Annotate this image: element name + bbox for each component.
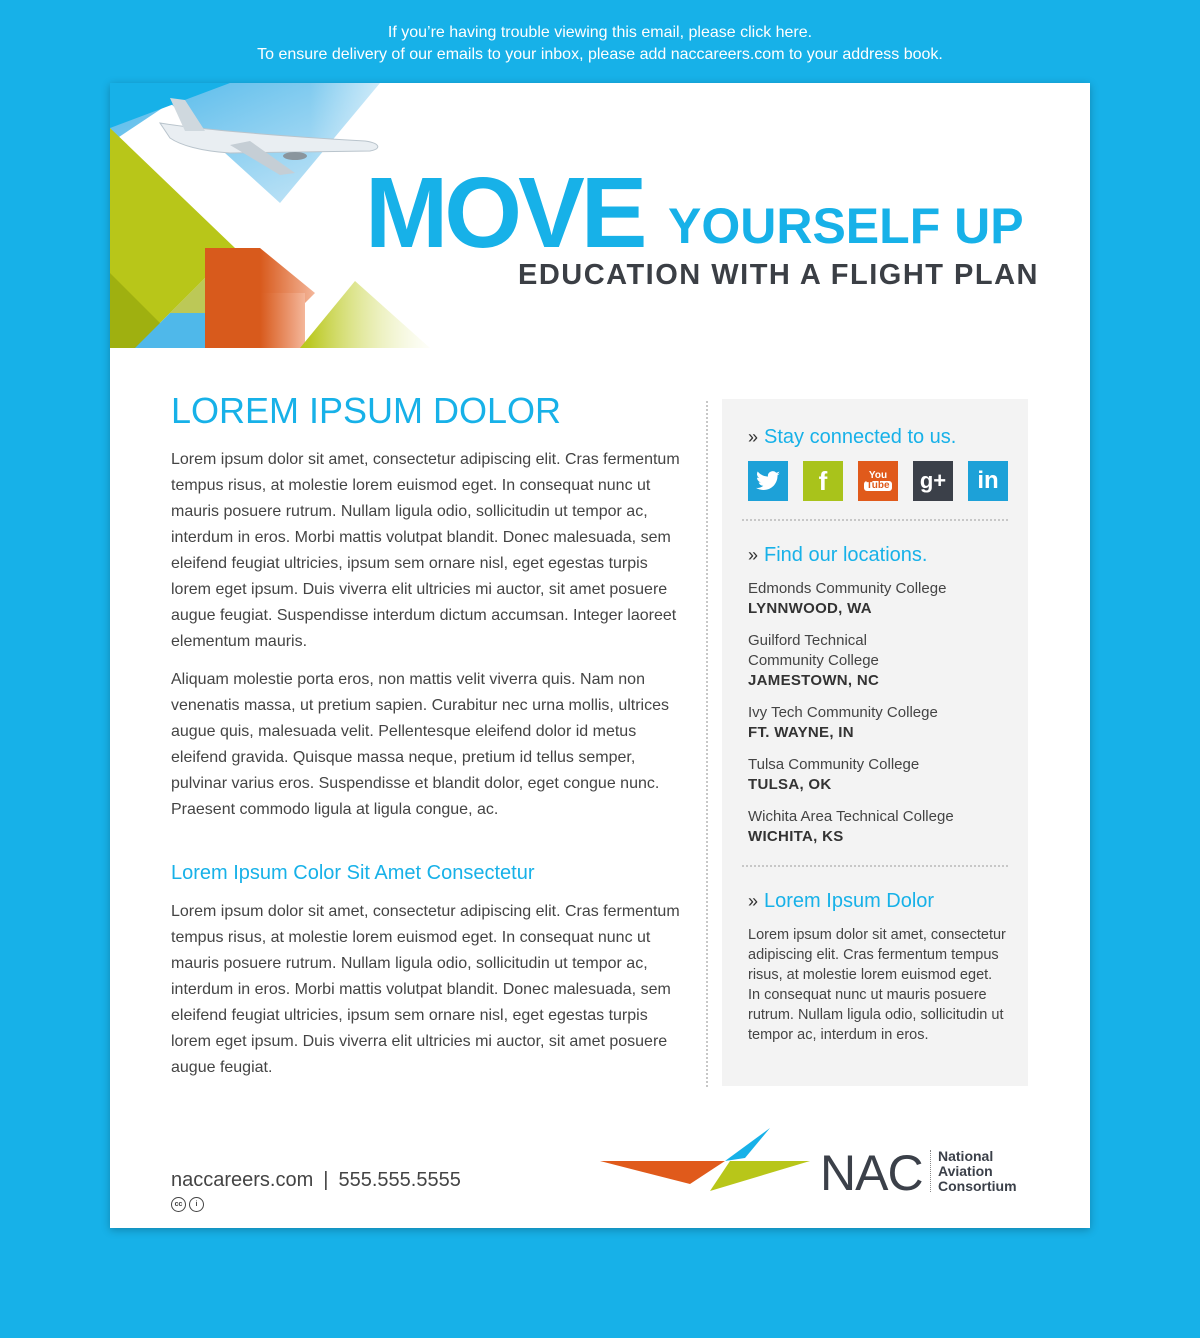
college-name: Ivy Tech Community College xyxy=(748,704,938,721)
location-item xyxy=(748,579,1008,619)
nac-logo xyxy=(600,1128,1040,1201)
hero-subtitle: EDUCATION WITH A FLIGHT PLAN xyxy=(518,259,1039,291)
lightning-mark-icon xyxy=(600,1128,815,1198)
college-name: Tulsa Community College xyxy=(748,756,920,773)
locations-heading: » Find our locations. xyxy=(748,544,928,566)
sidebar-divider xyxy=(742,865,1008,867)
address-book-notice: To ensure delivery of our emails to your inbox, please add naccareers.com to your address book. xyxy=(257,46,943,63)
cc-icon: cc xyxy=(171,1197,186,1212)
creative-commons-badge xyxy=(171,1197,204,1212)
college-name: Guilford Technical xyxy=(748,632,867,649)
phone-number: 555.555.5555 xyxy=(338,1169,461,1191)
paragraph-2: Aliquam molestie porta eros, non mattis velit viverra quis. Nam non venenatis massa, ut pretium sapien. Curabitur nec urna mollis, ultrices augue quis, malesuada velit. Pellentesque eleifend dolor id metus eleifend gravida. Quisque massa neque, pretium id tellus semper, pulvinar varius eros. Suspendisse et blandit dolor, eget congue nunc. Praesent commodo ligula at ligula congue, ac. xyxy=(171,671,669,818)
college-city: WICHITA, KS xyxy=(748,828,844,845)
location-item xyxy=(748,703,1008,743)
extra-text: Lorem ipsum dolor sit amet, consectetur adipiscing elit. Cras fermentum tempus risus, at molestie lorem euismod eget. In consequat nunc ut mauris posuere rutrum. Nullam ligula odio, sollicitudin ut tempor ac, interdum in eros. xyxy=(748,927,1006,1043)
paragraph-3: Lorem ipsum dolor sit amet, consectetur adipiscing elit. Cras fermentum tempus risus, at molestie lorem euismod eget. In consequat nunc ut mauris posuere rutrum. Nullam ligula odio, sollicitudin ut tempor ac, interdum in eros. Morbi mattis volutpat blandit. Donec malesuada, sem eleifend feugiat ultricies, ipsum sem ornare nisl, eget egestas turpis lorem eget ipsum. Duis viverra elit ultricies mi auctor, sit amet posuere augue feugiat. xyxy=(171,903,680,1076)
college-city: TULSA, OK xyxy=(748,776,832,793)
google-plus-icon[interactable]: g+ xyxy=(913,461,953,501)
location-item xyxy=(748,631,1008,691)
logo-full-name: National Aviation Consortium xyxy=(938,1148,1017,1194)
sidebar-divider xyxy=(742,519,1008,521)
location-item xyxy=(748,807,1008,847)
social-icons xyxy=(748,461,1008,501)
college-name: Wichita Area Technical College xyxy=(748,808,954,825)
attribution-icon: i xyxy=(189,1197,204,1212)
subheading: Lorem Ipsum Color Sit Amet Consectetur xyxy=(171,862,535,884)
linkedin-icon[interactable]: in xyxy=(968,461,1008,501)
locations-list xyxy=(748,579,1008,847)
column-divider xyxy=(706,401,708,1087)
youtube-icon[interactable]: You Tube xyxy=(858,461,898,501)
college-name: Edmonds Community College xyxy=(748,580,947,597)
preheader xyxy=(0,22,1200,66)
logo-abbr: NAC xyxy=(820,1145,923,1201)
hero-title-move: MOVE xyxy=(365,157,644,269)
main-heading: LOREM IPSUM DOLOR xyxy=(171,390,562,431)
college-city: FT. WAYNE, IN xyxy=(748,724,854,741)
hero-title-yourself-up: YOURSELF UP xyxy=(668,198,1024,254)
college-name-cont: Community College xyxy=(748,652,879,669)
chevron-icon: » xyxy=(748,545,759,565)
email-card xyxy=(110,83,1090,1228)
college-city: LYNNWOOD, WA xyxy=(748,600,872,617)
logo-divider xyxy=(930,1150,931,1192)
paragraph-1: Lorem ipsum dolor sit amet, consectetur adipiscing elit. Cras fermentum tempus risus, at molestie lorem euismod eget. In consequat nunc ut mauris posuere rutrum. Nullam ligula odio, sollicitudin ut tempor ac, interdum in eros. Morbi mattis volutpat blandit. Donec malesuada, sem eleifend feugiat ultricies, ipsum sem ornare nisl, eget egestas turpis lorem eget ipsum. Duis viverra elit ultricies mi auctor, sit amet posuere augue feugiat. Suspendisse interdum dictum accumsan. Integer laoreet elementum mauris. xyxy=(171,451,680,650)
sidebar xyxy=(722,399,1028,1086)
footer-separator: | xyxy=(323,1169,329,1191)
chevron-icon: » xyxy=(748,891,759,911)
chevron-icon: » xyxy=(748,427,759,447)
website-link[interactable]: naccareers.com xyxy=(171,1169,314,1191)
facebook-icon[interactable]: f xyxy=(803,461,843,501)
hero-banner xyxy=(110,83,1090,373)
location-item xyxy=(748,755,1008,795)
extra-heading: » Lorem Ipsum Dolor xyxy=(748,890,935,912)
view-in-browser-link[interactable]: If you’re having trouble viewing this email, please click here. xyxy=(387,24,813,41)
footer-contact xyxy=(171,1169,461,1192)
college-city: JAMESTOWN, NC xyxy=(748,672,880,689)
twitter-icon[interactable] xyxy=(748,461,788,501)
connect-heading: » Stay connected to us. xyxy=(748,426,957,448)
main-content xyxy=(171,390,681,1093)
